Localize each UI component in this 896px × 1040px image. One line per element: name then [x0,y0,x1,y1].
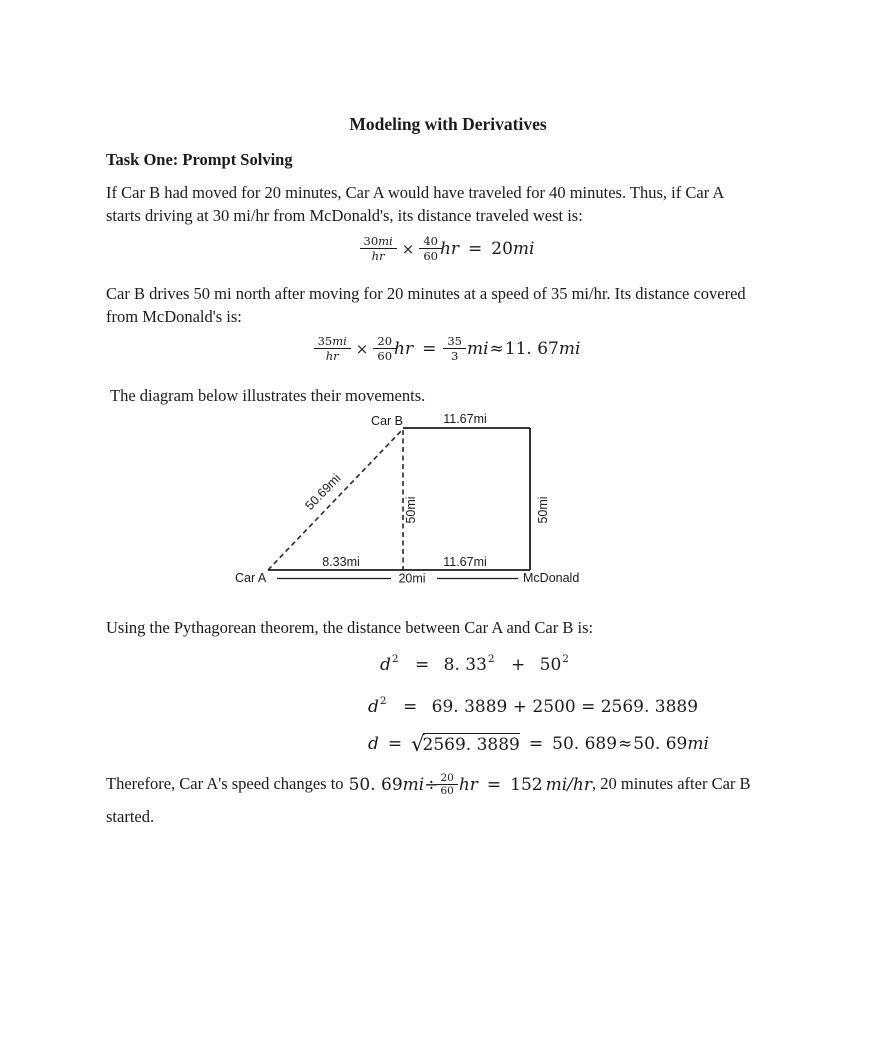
square-root-sign: √ [411,731,425,756]
paragraph-2-line-1: Car B drives 50 mi north after moving for 20 minutes at a speed of 35 mi/hr. Its distance covered [106,284,746,303]
equals-sign: = [528,734,544,754]
multiply-sign: × [401,239,415,258]
formula2-frac2-den: 60 [373,348,396,363]
eq1-term1-exponent: 2 [487,653,495,665]
eq3-value: 50. 689 [552,734,618,754]
conclusion-distance-unit: mi [402,774,425,795]
eq2-exponent: 2 [379,695,387,707]
approx-sign: ≈ [489,338,504,359]
fraction-35-3 [445,334,464,363]
car-b-label: Car B [371,414,403,428]
conclusion-frac-den: 60 [436,784,457,797]
mcdonald-label: McDonald [523,571,580,585]
formula2-frac3-den: 3 [443,348,466,363]
fraction-35mi-hr [316,334,349,363]
eq3-unit: mi [687,734,709,754]
formula2-unit: hr [394,338,414,359]
formula1-numerator-unit: mi [378,234,393,248]
paragraph-1-line-1: If Car B had moved for 20 minutes, Car A would have traveled for 40 minutes. Thus, if Car A [106,183,725,202]
fraction-20-60-inline [438,772,455,797]
approx-sign: ≈ [618,734,633,754]
conclusion-speed-unit: mi/hr [545,774,592,795]
formula1-numerator-digits: 30 [363,234,379,248]
eq2-right-hand-side: 69. 3889 + 2500 = 2569. 3889 [431,697,699,717]
paragraph-1-line-2: starts driving at 30 mi/hr from McDonald's, its distance traveled west is: [106,205,583,225]
eq1-term2: 50 [539,655,562,675]
equals-sign: = [414,655,430,675]
mid-height-label: 50mi [404,496,418,524]
left-base-label: 8.33mi [322,555,360,569]
paragraph-2-line-2: from McDonald's is: [106,306,242,326]
plus-sign: + [511,655,526,675]
conclusion-text-before: Therefore, Car A's speed changes to [106,774,344,794]
fraction-20-60 [375,334,394,363]
fraction-30mi-hr [362,234,395,263]
equation-d-value [368,733,709,755]
divide-sign: ÷ [424,774,439,795]
multiply-sign: × [355,339,369,358]
eq3-variable: d [368,734,379,754]
page-title: Modeling with Derivatives [349,114,547,134]
eq1-variable: d [380,655,391,675]
formula2-numerator-digits: 35 [317,334,333,348]
conclusion-speed: 152 [510,774,543,795]
formula1-frac2-den: 60 [419,248,442,263]
paragraph-2 [106,283,806,328]
equals-sign: = [468,238,483,259]
conclusion-math-value [349,775,439,795]
conclusion-line-2: started. [106,807,155,826]
fraction-40-60 [421,234,440,263]
eq3-rounded-value: 50. 69 [633,734,688,754]
equation-d-squared-value [368,697,698,717]
formula2-result: 11. 67 [504,338,559,359]
equals-sign: = [486,774,502,795]
formula1-frac2-num: 40 [423,234,438,248]
formula2-frac3-num: 35 [447,334,462,348]
diagram-caption: The diagram below illustrates their movements. [110,386,426,405]
conclusion-line-1 [106,772,751,797]
formula2-result-unit: mi [558,338,581,359]
car-a-label: Car A [235,571,267,585]
conclusion-distance: 50. 69 [348,774,403,795]
eq2-variable: d [368,697,379,717]
hypotenuse-label: 50.69mi [302,471,344,513]
equals-sign: = [402,697,418,717]
formula2-unit2: mi [466,338,489,359]
formula-distance-car-b [0,334,896,363]
formula2-denominator: hr [314,348,351,363]
equals-sign: = [387,734,403,754]
formula2-frac2-num: 20 [377,334,393,348]
diagram-dashed-hypotenuse [268,429,403,570]
total-base-label: 20mi [398,571,426,586]
conclusion-text-after: , 20 minutes after Car B [591,774,751,794]
formula-distance-car-a [0,234,896,263]
pythagoras-intro: Using the Pythagorean theorem, the distance between Car A and Car B is: [106,618,594,637]
right-base-label: 11.67mi [443,555,487,569]
eq1-exponent: 2 [391,653,399,665]
eq3-radicand: 2569. 3889 [422,735,520,755]
formula1-denominator: hr [360,248,397,263]
movement-diagram [225,405,605,595]
formula1-unit: hr [439,238,460,259]
formula2-numerator-unit: mi [332,334,347,348]
equals-sign: = [422,338,437,359]
eq1-term2-exponent: 2 [562,653,569,665]
conclusion-time-unit: hr [458,774,478,795]
formula1-result-unit: mi [512,238,535,259]
formula1-result-digits: 20 [491,238,513,259]
conclusion-frac-num: 20 [440,772,454,784]
section-heading: Task One: Prompt Solving [106,150,293,169]
paragraph-1 [106,182,806,227]
right-height-label: 50mi [536,496,550,524]
top-edge-label: 11.67mi [443,412,487,426]
equation-d-squared [380,655,571,675]
eq1-term1: 8. 33 [443,655,487,675]
